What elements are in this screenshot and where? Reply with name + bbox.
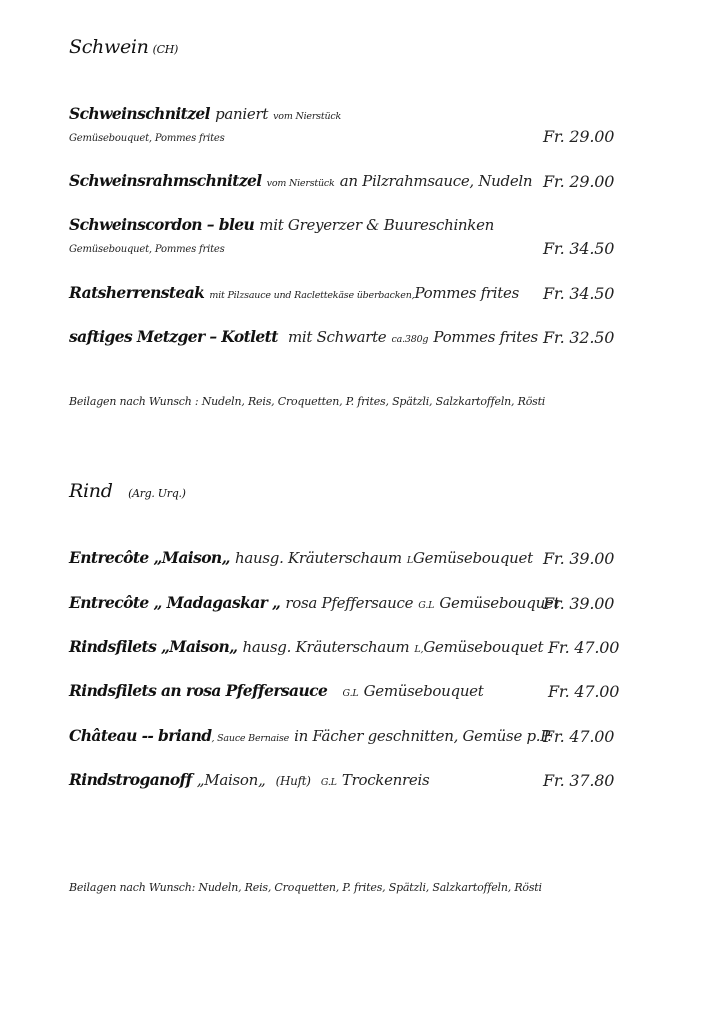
menu-item-price: Fr. 47.00 [548, 682, 620, 701]
menu-item-price: Fr. 39.00 [543, 594, 615, 613]
menu-item-price: Fr. 39.00 [543, 549, 615, 568]
menu-item-sub: Gemüsebouquet, Pommes frites [69, 244, 225, 255]
menu-item-price: Fr. 34.50 [543, 284, 615, 303]
section-origin: (CH) [152, 43, 179, 56]
menu-item-price: Fr. 29.00 [543, 127, 615, 146]
menu-item-metzger-kotlett: saftiges Metzger – Kotlett mit Schwarte ca.380g Pommes frites [69, 327, 538, 346]
menu-item-chateaubriand: Château -- briand, Sauce Bernaise in Fächer geschnitten, Gemüse p.P. [69, 726, 552, 745]
menu-item-sub: Gemüsebouquet, Pommes frites [69, 133, 225, 144]
menu-item-entrecote-madagaskar: Entrecôte „ Madagaskar „ rosa Pfeffersauce G.L Gemüsebouquet [69, 593, 560, 612]
menu-item-price: Fr. 29.00 [543, 172, 615, 191]
menu-item-ratsherrensteak: Ratsherrensteak mit Pilzsauce und Raclettekäse überbacken,Pommes frites [69, 283, 519, 302]
menu-item-price: Fr. 47.00 [548, 638, 620, 657]
side-dishes-note: Beilagen nach Wunsch : Nudeln, Reis, Croquetten, P. frites, Spätzli, Salzkartoffeln, Rösti [69, 395, 546, 408]
section-title-rind: Rind (Arg. Urq.) [69, 480, 186, 502]
menu-item-schweinsrahmschnitzel: Schweinsrahmschnitzel vom Nierstück an Pilzrahmsauce, Nudeln [69, 171, 533, 190]
menu-item-schweinscordon-bleu: Schweinscordon – bleu mit Greyerzer & Buureschinken [69, 215, 495, 234]
section-title-schwein: Schwein (CH) [69, 36, 179, 58]
menu-item-price: Fr. 32.50 [543, 328, 615, 347]
menu-item-price: Fr. 34.50 [543, 239, 615, 258]
menu-item-price: Fr. 37.80 [543, 771, 615, 790]
section-origin: (Arg. Urq.) [128, 487, 186, 500]
menu-item-rindstroganoff: Rindstroganoff „Maison„ (Huft) G.L Trockenreis [69, 770, 430, 789]
menu-item-schweinschnitzel: Schweinschnitzel paniert vom Nierstück [69, 104, 342, 123]
menu-item-rindsfilets-pfeffersauce: Rindsfilets an rosa Pfeffersauce G.L Gemüsebouquet [69, 681, 484, 700]
side-dishes-note: Beilagen nach Wunsch: Nudeln, Reis, Croquetten, P. frites, Spätzli, Salzkartoffeln, Rösti [69, 881, 542, 894]
menu-item-price: Fr. 47.00 [543, 727, 615, 746]
menu-item-entrecote-maison: Entrecôte „Maison„ hausg. Kräuterschaum LGemüsebouquet [69, 548, 533, 567]
menu-item-rindsfilets-maison: Rindsfilets „Maison„ hausg. Kräuterschaum L,Gemüsebouquet [69, 637, 544, 656]
